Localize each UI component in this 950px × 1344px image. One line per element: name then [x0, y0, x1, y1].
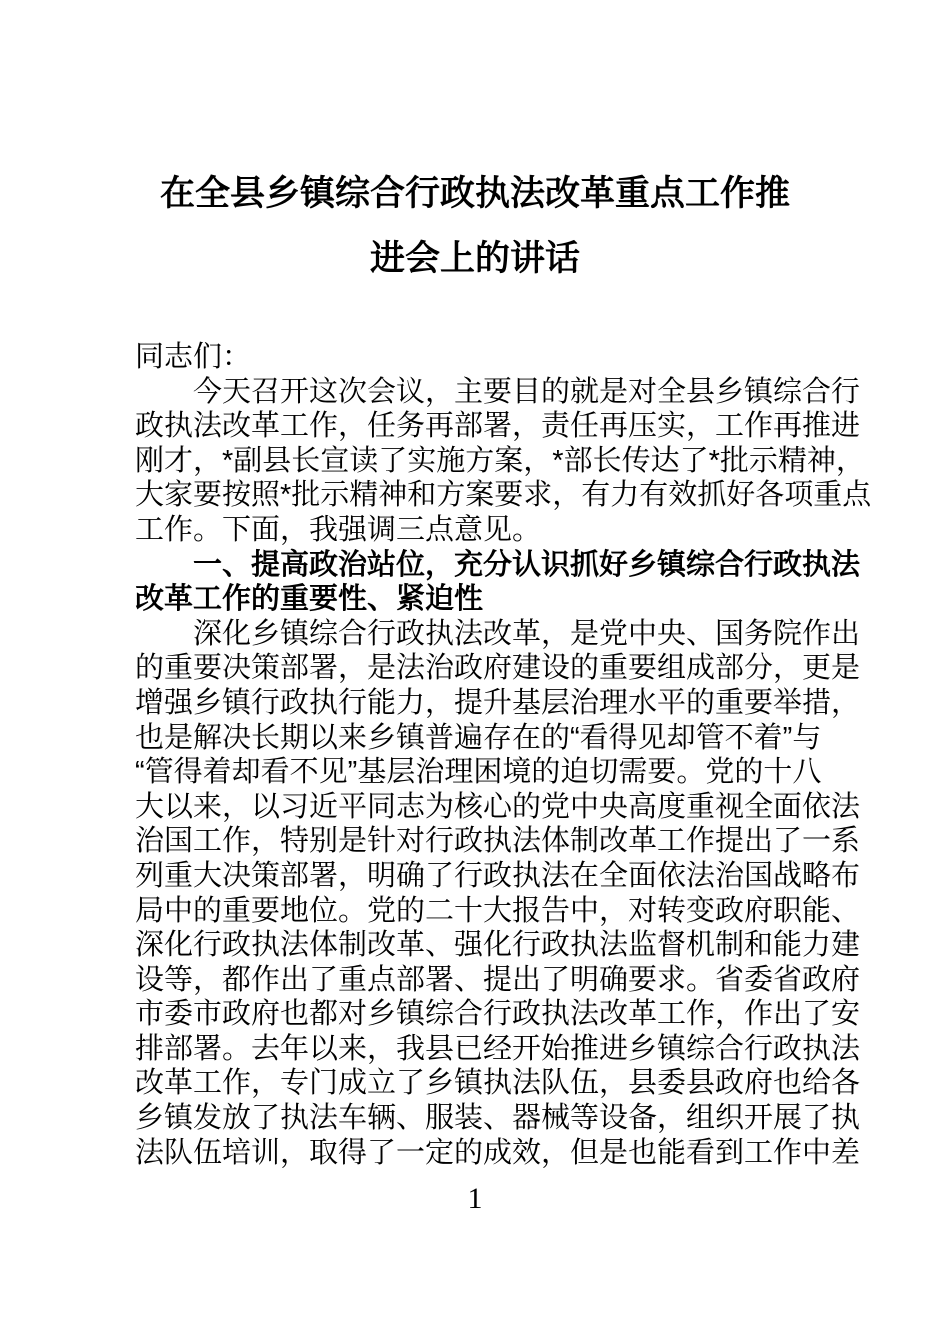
paragraph-salutation	[135, 340, 858, 375]
text-line: 治国工作，特别是针对行政执法体制改革工作提出了一系	[135, 825, 861, 858]
paragraph-section-1-heading	[135, 548, 861, 617]
text-line: 今天召开这次会议，主要目的就是对全县乡镇综合行	[193, 375, 861, 408]
document-title	[0, 0, 950, 291]
text-line: 改革工作，专门成立了乡镇执法队伍，县委县政府也给各	[135, 1067, 861, 1100]
text-line: 改革工作的重要性、紧迫性	[135, 583, 484, 616]
text-line: 法队伍培训，取得了一定的成效，但是也能看到工作中差	[135, 1136, 861, 1169]
document-title-line-2: 进会上的讲话	[369, 239, 580, 278]
document-body	[0, 340, 950, 1170]
text-line: 局中的重要地位。党的二十大报告中，对转变政府职能、	[135, 894, 861, 927]
text-line: 市委市政府也都对乡镇综合行政执法改革工作，作出了安	[135, 998, 861, 1031]
text-line: 的重要决策部署，是法治政府建设的重要组成部分，更是	[135, 652, 861, 685]
text-line: 同志们：	[135, 341, 252, 373]
text-line: 工作。下面，我强调三点意见。	[135, 513, 542, 546]
text-line: “管得着却看不见”基层治理困境的迫切需要。党的十八	[135, 756, 822, 789]
text-line: 深化行政执法体制改革、强化行政执法监督机制和能力建	[135, 929, 861, 962]
text-line: 大以来，以习近平同志为核心的党中央高度重视全面依法	[135, 790, 861, 823]
text-line: 列重大决策部署，明确了行政执法在全面依法治国战略布	[135, 859, 861, 892]
text-line: 深化乡镇综合行政执法改革，是党中央、国务院作出	[193, 617, 861, 650]
text-line: 刚才，*副县长宣读了实施方案，*部长传达了*批示精神，	[135, 444, 865, 477]
text-line: 也是解决长期以来乡镇普遍存在的“看得见却管不着”与	[135, 721, 822, 754]
page-number: 1	[467, 1182, 483, 1215]
text-line: 大家要按照*批示精神和方案要求，有力有效抓好各项重点	[135, 479, 872, 512]
text-line: 排部署。去年以来，我县已经开始推进乡镇综合行政执法	[135, 1032, 861, 1065]
text-line: 政执法改革工作，任务再部署，责任再压实，工作再推进	[135, 410, 861, 443]
document-title-line-1: 在全县乡镇综合行政执法改革重点工作推	[159, 174, 790, 213]
text-line: 增强乡镇行政执行能力，提升基层治理水平的重要举措，	[135, 686, 861, 719]
text-line: 一、提高政治站位，充分认识抓好乡镇综合行政执法	[193, 548, 861, 581]
paragraph-section-1-body	[135, 617, 861, 1171]
paragraph-intro	[135, 375, 872, 548]
text-line: 乡镇发放了执法车辆、服装、器械等设备，组织开展了执	[135, 1102, 861, 1135]
text-line: 设等，都作出了重点部署、提出了明确要求。省委省政府	[135, 963, 861, 996]
page-footer	[0, 1182, 950, 1216]
